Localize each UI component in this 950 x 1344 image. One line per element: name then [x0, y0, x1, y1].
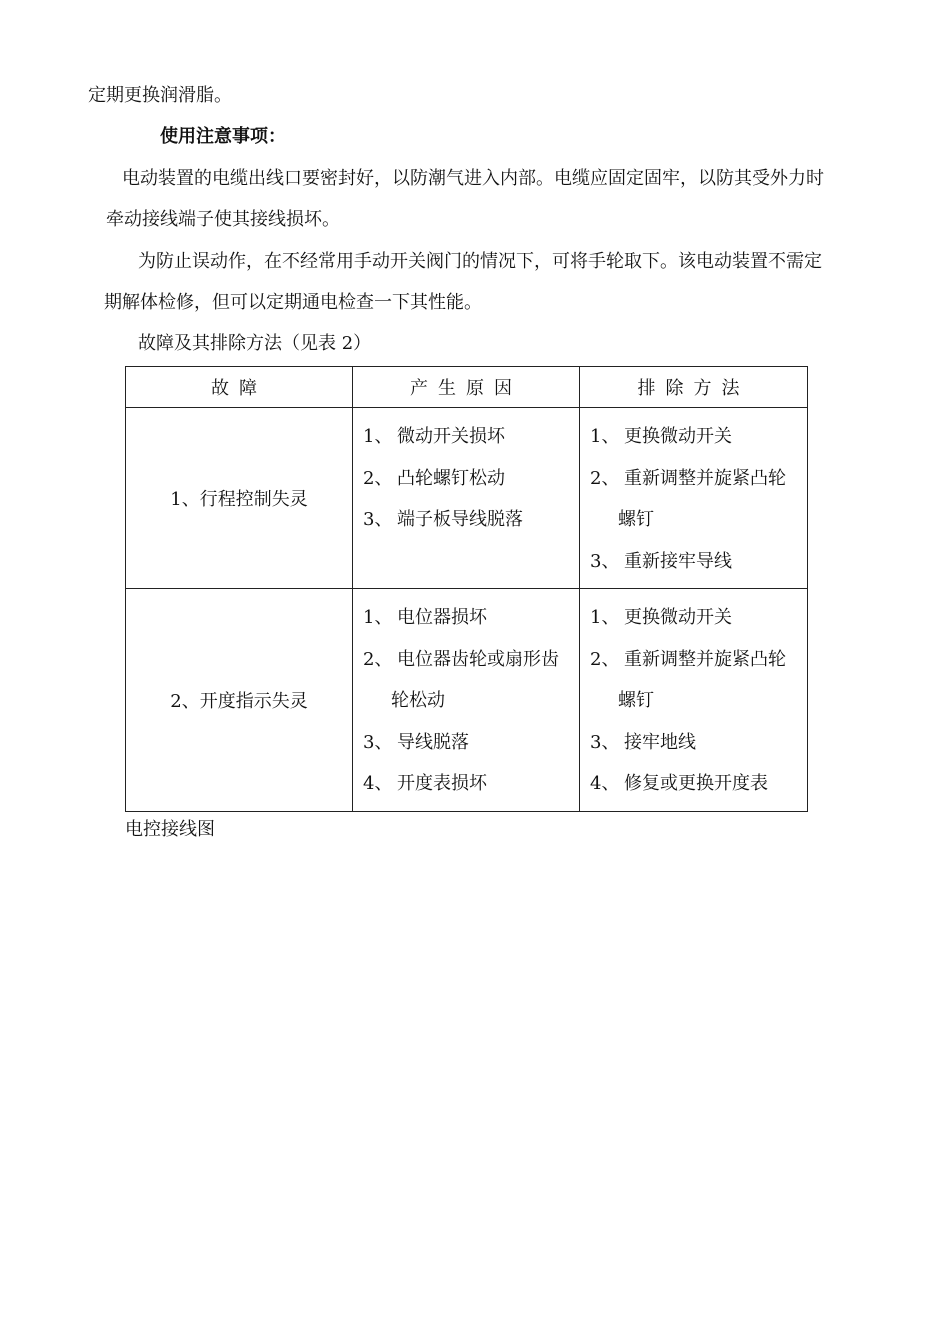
paragraph-lubrication: 定期更换润滑脂。 [88, 85, 232, 106]
fault-table [125, 366, 808, 812]
list-item-continuation: 螺钉 [618, 690, 654, 711]
paragraph-cable-line1: 电动装置的电缆出线口要密封好，以防潮气进入内部。电缆应固定固牢，以防其受外力时 [122, 168, 824, 189]
list-item: 1、 更换微动开关 [590, 426, 732, 447]
wiring-diagram-label: 电控接线图 [125, 819, 215, 840]
table-header-row [126, 367, 808, 408]
fault-cell: 2、开度指示失灵 [126, 589, 353, 812]
table-row [126, 589, 808, 812]
list-item: 3、 重新接牢导线 [590, 550, 732, 572]
list-item: 3、 导线脱落 [363, 731, 469, 753]
paragraph-handwheel-line2: 期解体检修，但可以定期通电检查一下其性能。 [104, 292, 482, 313]
list-item: 2、 重新调整并旋紧凸轮 [590, 648, 786, 670]
list-item: 2、 重新调整并旋紧凸轮 [590, 467, 786, 489]
list-item: 3、 接牢地线 [590, 731, 696, 753]
remedy-cell [580, 589, 808, 812]
list-item-continuation: 螺钉 [618, 509, 654, 530]
list-item: 1、 电位器损坏 [363, 607, 487, 628]
list-item: 1、 更换微动开关 [590, 607, 732, 628]
section-heading: 使用注意事项： [160, 126, 286, 147]
table-row [126, 408, 808, 589]
remedy-list [580, 589, 807, 811]
list-item-continuation: 轮松动 [391, 690, 445, 711]
cause-list [353, 589, 579, 811]
header-fault: 故障 [126, 367, 353, 408]
list-item: 3、 端子板导线脱落 [363, 509, 523, 530]
cause-list [353, 408, 579, 588]
list-item: 4、 修复或更换开度表 [590, 773, 768, 794]
table-caption: 故障及其排除方法（见表 2） [138, 333, 372, 354]
fault-cell: 1、行程控制失灵 [126, 408, 353, 589]
header-remedy: 排除方法 [580, 367, 808, 408]
list-item: 2、 凸轮螺钉松动 [363, 467, 505, 489]
header-cause: 产生原因 [353, 367, 580, 408]
remedy-cell [580, 408, 808, 589]
cause-cell [353, 408, 580, 589]
paragraph-handwheel-line1: 为防止误动作，在不经常用手动开关阀门的情况下，可将手轮取下。该电动装置不需定 [138, 251, 822, 272]
list-item: 4、 开度表损坏 [363, 773, 487, 794]
cause-cell [353, 589, 580, 812]
list-item: 1、 微动开关损坏 [363, 426, 505, 447]
remedy-list [580, 408, 807, 588]
paragraph-cable-line2: 牵动接线端子使其接线损坏。 [106, 209, 340, 230]
list-item: 2、 电位器齿轮或扇形齿 [363, 648, 559, 670]
